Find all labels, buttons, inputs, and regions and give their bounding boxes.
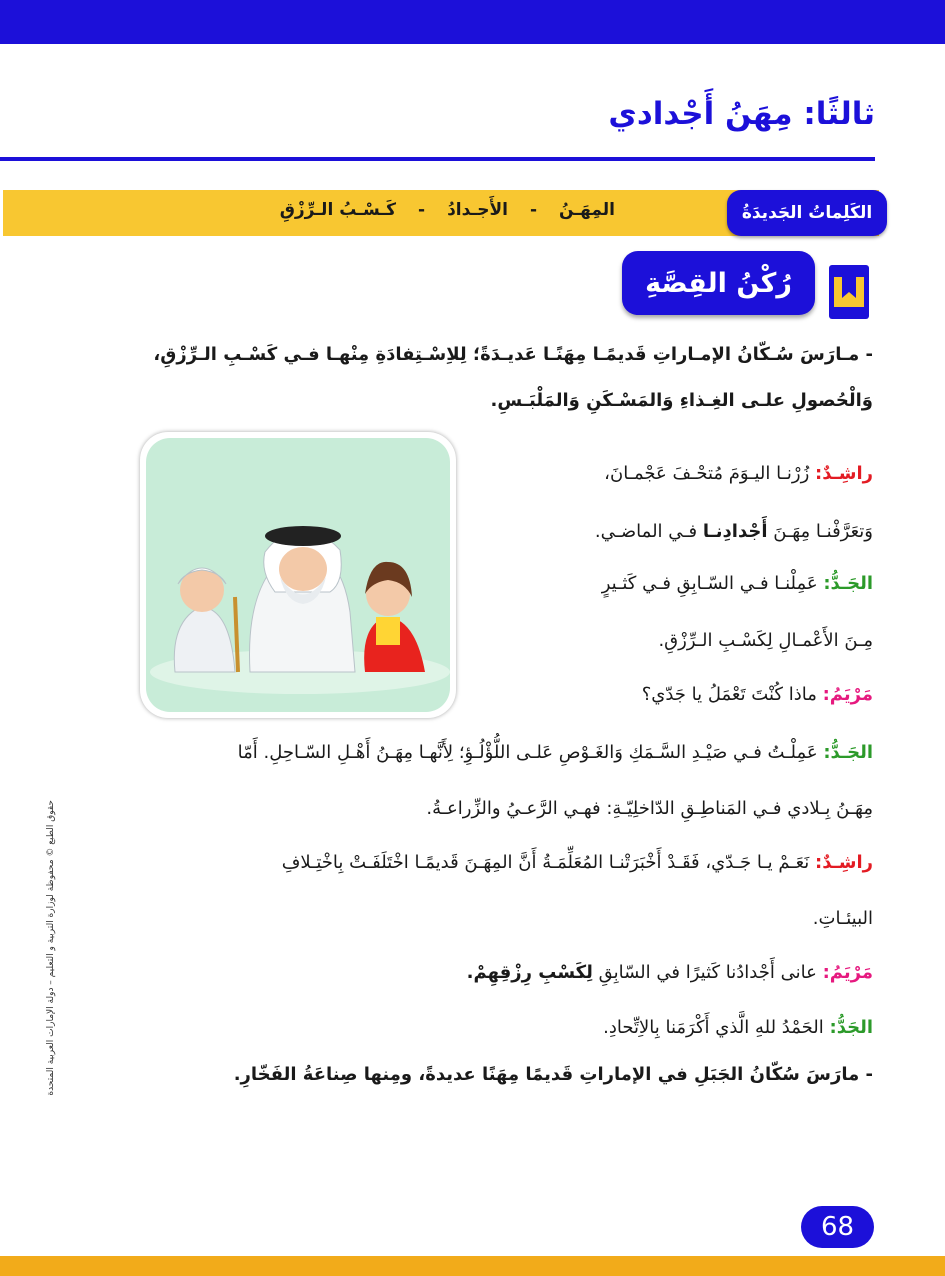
intro-line-1: - مـارَسَ سُـكّانُ الإمـاراتِ قَديمًـا مِهَنًـا عَديـدَةً؛ لِلاِسْـتِفادَةِ مِنْهـا فـي كَسْـبِ الـرِّزْقِ، <box>153 344 873 365</box>
story-illustration <box>140 432 456 718</box>
dialogue-grandfather-2-cont: مِهَـنُ بِـلادي فـي المَناطِـقِ الدّاخلِيّـةِ: فهـي الرَّعـيُ والزِّراعـةُ. <box>426 798 873 819</box>
vocab-word: الأَجـدادُ <box>447 200 508 220</box>
vocab-word: المِهَـنُ <box>559 200 615 220</box>
speaker-grandfather: الجَـدُّ: <box>823 742 873 763</box>
copyright-vertical-text: حقوق الطبع © محفوظة لوزارة التربية و التعليم – دولة الإمارات العربية المتحدة <box>46 800 56 1096</box>
title-underline <box>0 157 875 161</box>
dialogue-text: ماذا كُنْتَ تَعْمَلُ يا جَدّي؟ <box>641 684 817 705</box>
speaker-maryam: مَرْيَمُ: <box>822 684 873 705</box>
dialogue-text-bold: أَجْدادِنـا <box>702 521 768 542</box>
dialogue-grandfather-1 <box>602 573 873 594</box>
speaker-grandfather: الجَـدُّ: <box>823 573 873 594</box>
dialogue-grandfather-1-cont: مِـنَ الأَعْمـالِ لِكَسْـبِ الـرِّزْقِ. <box>658 630 873 651</box>
vocab-separator: - <box>529 200 538 220</box>
illustration-grandfather-children <box>140 432 456 718</box>
dialogue-rashid-1 <box>604 463 873 484</box>
dialogue-grandfather-2 <box>238 742 873 763</box>
dialogue-text: عَمِلْـتُ فـي صَيْـدِ السَّـمَكِ وَالغَـوْصِ عَلـى اللُّؤْلُـؤِ؛ لِأَنَّهـا مِهَـنُ أَهْـلِ السّـاحِلِ. أَمّا <box>237 742 818 763</box>
top-header-bar <box>0 0 945 44</box>
vocab-word: كَـسْـبُ الـرِّزْقِ <box>279 200 396 220</box>
dialogue-text: عَمِلْنـا فـي السّـابِقِ فـي كَثـيرٍ <box>601 573 818 594</box>
speaker-grandfather: الجَدُّ: <box>829 1017 873 1038</box>
dialogue-rashid-1-cont <box>595 521 873 542</box>
dialogue-maryam-1 <box>642 684 873 705</box>
page-number: 68 <box>801 1206 874 1248</box>
vocab-words <box>280 200 615 220</box>
dialogue-text: وَتعَرَّفْنـا مِهَـنَ <box>773 521 873 542</box>
closing-line: - مارَسَ سُكّانُ الجَبَلِ في الإماراتِ قَديمًا مِهَنًا عديدةً، ومِنها صِناعَةُ الفَخّارِ. <box>233 1064 873 1085</box>
speaker-rashid: راشِـدٌ: <box>815 852 873 873</box>
story-heading: رُكْنُ القِصَّةِ <box>622 251 815 315</box>
dialogue-text-bold: لِكَسْبِ رِزْقِهِمْ. <box>466 962 593 983</box>
page-title: ثالثًا: مِهَنُ أَجْدادي <box>608 96 875 132</box>
dialogue-text: زُرْنـا اليـوَمَ مُتحْـفَ عَجْمـانَ، <box>604 463 810 484</box>
dialogue-rashid-2-cont: البيئـاتِ. <box>812 908 873 929</box>
book-bookmark-icon <box>828 264 870 320</box>
speaker-rashid: راشِـدٌ: <box>815 463 873 484</box>
dialogue-maryam-2 <box>467 962 873 983</box>
dialogue-text: الحَمْدُ للهِ الَّذي أَكْرَمَنا بِالاِتِّحادِ. <box>603 1017 824 1038</box>
vocab-label: الكَلِماتُ الجَديدَةُ <box>727 190 887 236</box>
intro-line-2: وَالْحُصولِ علـى الغِـذاءِ وَالمَسْـكَنِ وَالمَلْبَـسِ. <box>490 390 873 411</box>
dialogue-rashid-2 <box>282 852 873 873</box>
dialogue-text: عانى أَجْدادُنا كَثيرًا في السّابِقِ <box>598 962 817 983</box>
footer-bar <box>0 1256 945 1276</box>
dialogue-grandfather-3 <box>603 1017 873 1038</box>
dialogue-text: نَعَـمْ يـا جَـدّي، فَقَـدْ أَخْبَرَتْنـا المُعَلِّمَـةُ أَنَّ المِهَـنَ قَديمًـا اخْتَلَفَـتْ بِاخْتِـلافِ <box>281 852 810 873</box>
speaker-maryam: مَرْيَمُ: <box>822 962 873 983</box>
vocab-separator: - <box>418 200 426 220</box>
dialogue-text: فـي الماضـي. <box>594 521 698 542</box>
